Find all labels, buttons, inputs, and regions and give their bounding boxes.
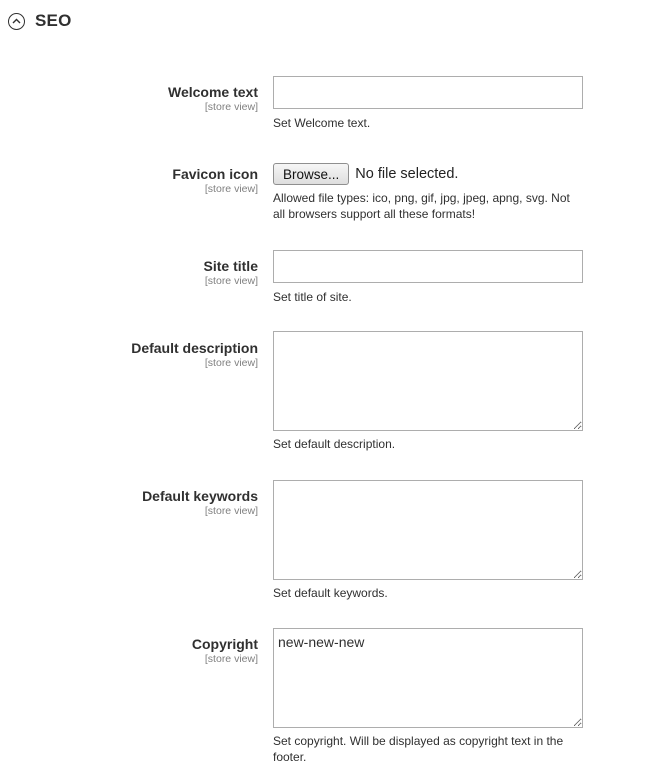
- copyright-label: Copyright: [191, 636, 258, 652]
- site-title-note: Set title of site.: [273, 290, 352, 304]
- default-keywords-note: Set default keywords.: [273, 586, 388, 600]
- file-picker: [273, 163, 583, 185]
- field-label-group: [0, 165, 258, 195]
- site-title-label: Site title: [203, 258, 258, 274]
- section-header-seo[interactable]: [8, 11, 72, 31]
- favicon-icon-note: Allowed file types: ico, png, gif, jpg, jpeg, apng, svg. Not all browsers support all these formats!: [273, 191, 570, 221]
- field-value-group: [273, 76, 583, 131]
- scope-label: [store view]: [204, 653, 258, 665]
- browse-button[interactable]: Browse...: [273, 163, 349, 185]
- field-label-group: [0, 257, 258, 287]
- field-label-group: [0, 83, 258, 113]
- welcome-text-input[interactable]: [273, 76, 583, 109]
- default-description-note: Set default description.: [273, 437, 396, 451]
- file-status-text: No file selected.: [355, 166, 459, 182]
- default-description-label: Default description: [131, 340, 258, 356]
- field-label-group: [0, 339, 258, 369]
- welcome-text-label: Welcome text: [168, 84, 258, 100]
- site-title-input[interactable]: [273, 250, 583, 283]
- welcome-text-note: Set Welcome text.: [273, 116, 371, 130]
- copyright-textarea[interactable]: [273, 628, 583, 728]
- favicon-icon-label: Favicon icon: [172, 166, 258, 182]
- field-value-group: [273, 480, 583, 601]
- scope-label: [store view]: [204, 275, 258, 287]
- field-value-group: [273, 628, 583, 765]
- default-keywords-label: Default keywords: [142, 488, 258, 504]
- scope-label: [store view]: [204, 357, 258, 369]
- field-label-group: [0, 635, 258, 665]
- section-title: SEO: [35, 11, 72, 30]
- scope-label: [store view]: [204, 183, 258, 195]
- scope-label: [store view]: [204, 505, 258, 517]
- scope-label: [store view]: [204, 101, 258, 113]
- field-label-group: [0, 487, 258, 517]
- field-value-group: [273, 250, 583, 305]
- default-description-textarea[interactable]: [273, 331, 583, 431]
- copyright-note: Set copyright. Will be displayed as copyright text in the footer.: [273, 734, 564, 764]
- chevron-up-circle-icon[interactable]: [8, 13, 25, 30]
- field-value-group: [273, 163, 583, 222]
- field-value-group: [273, 331, 583, 452]
- default-keywords-textarea[interactable]: [273, 480, 583, 580]
